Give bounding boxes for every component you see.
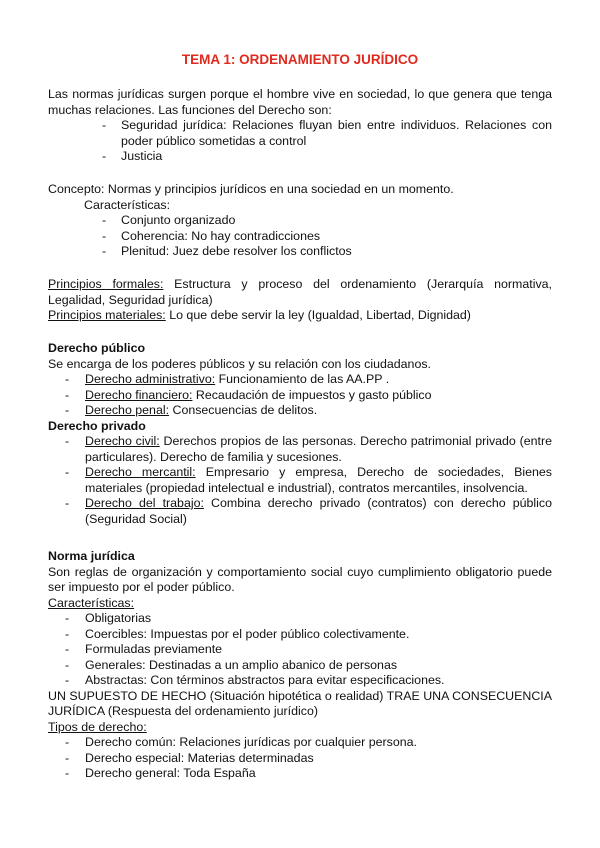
principios-section [48,277,552,324]
caracteristicas-label: Características: [48,595,135,610]
list-item: - Derecho mercantil: Empresario y empresa, Derecho de sociedades, Bienes materiales (propiedad intelectual e industrial), contratos mercantiles, insolvencia. [65,465,552,495]
intro-paragraph: Las normas jurídicas surgen porque el hombre vive en sociedad, lo que genera que tenga muchas relaciones. Las funciones del Derecho son: [48,87,552,117]
principios-materiales-label: Principios materiales: [48,308,166,322]
intro-section [48,87,552,165]
publico-paragraph: Se encarga de los poderes públicos y su relación con los ciudadanos. [48,356,431,371]
tipos-label: Tipos de derecho: [48,719,147,734]
section-heading: Derecho público [48,341,146,355]
list-item: - Derecho financiero: Recaudación de impuestos y gasto público [65,387,432,402]
norma-caract-list [48,611,552,689]
publico-list [48,372,552,419]
list-item: - Generales: Destinadas a un amplio abanico de personas [65,657,398,672]
principios-formales: Principios formales: Estructura y proceso del ordenamiento (Jerarquía normativa, Legalidad, Seguridad jurídica) [48,277,552,307]
principios-formales-label: Principios formales: [48,277,164,291]
list-item: - Obligatorias [65,611,152,625]
caracteristicas-label: Características: [84,197,171,212]
norma-section [48,549,552,782]
privado-list [48,434,552,527]
list-item: - Derecho administrativo: Funcionamiento de las AA.PP . [65,372,390,386]
list-item: - Conjunto organizado [102,213,236,227]
list-item: - Derecho común: Relaciones jurídicas por cualquier persona. [65,735,417,749]
list-item: - Abstractas: Con términos abstractos para evitar especificaciones. [65,673,445,687]
list-item: - Seguridad jurídica: Relaciones fluyan bien entre individuos. Relaciones con poder público sometidas a control [102,118,552,148]
concepto-list [48,213,552,260]
list-item: - Derecho penal: Consecuencias de delitos. [65,403,318,417]
derecho-publico-section [48,341,552,527]
norma-paragraph: Son reglas de organización y comportamiento social cuyo cumplimiento obligatorio puede ser impuesto por el poder público. [48,564,552,594]
functions-list [48,118,552,165]
concepto-section [48,182,552,260]
supuesto-paragraph: UN SUPUESTO DE HECHO (Situación hipotética o realidad) TRAE UNA CONSECUENCIA JURÍDICA (Respuesta del ordenamiento jurídico) [48,688,552,718]
section-heading: Derecho privado [48,418,146,433]
section-heading: Norma jurídica [48,549,135,563]
list-item: - Plenitud: Juez debe resolver los conflictos [102,244,352,258]
list-item: - Coherencia: No hay contradicciones [102,228,321,243]
concepto-paragraph: Concepto: Normas y principios jurídicos en una sociedad en un momento. [48,182,454,196]
list-item: - Derecho civil: Derechos propios de las personas. Derecho patrimonial privado (entre particulares). Derecho de familia y sucesiones. [65,434,552,464]
list-item: - Derecho especial: Materias determinadas [65,750,314,765]
list-item: - Formuladas previamente [65,642,223,656]
list-item: - Coercibles: Impuestas por el poder público colectivamente. [65,626,410,641]
principios-materiales: Principios materiales: Lo que debe servir la ley (Igualdad, Libertad, Dignidad) [48,308,471,322]
list-item: - Derecho del trabajo: Combina derecho privado (contratos) con derecho público (Seguridad Social) [65,496,552,526]
tipos-list [48,735,552,782]
list-item: - Derecho general: Toda España [65,766,256,780]
list-item: - Justicia [102,149,163,163]
page-title: TEMA 1: ORDENAMIENTO JURÍDICO [181,52,419,67]
